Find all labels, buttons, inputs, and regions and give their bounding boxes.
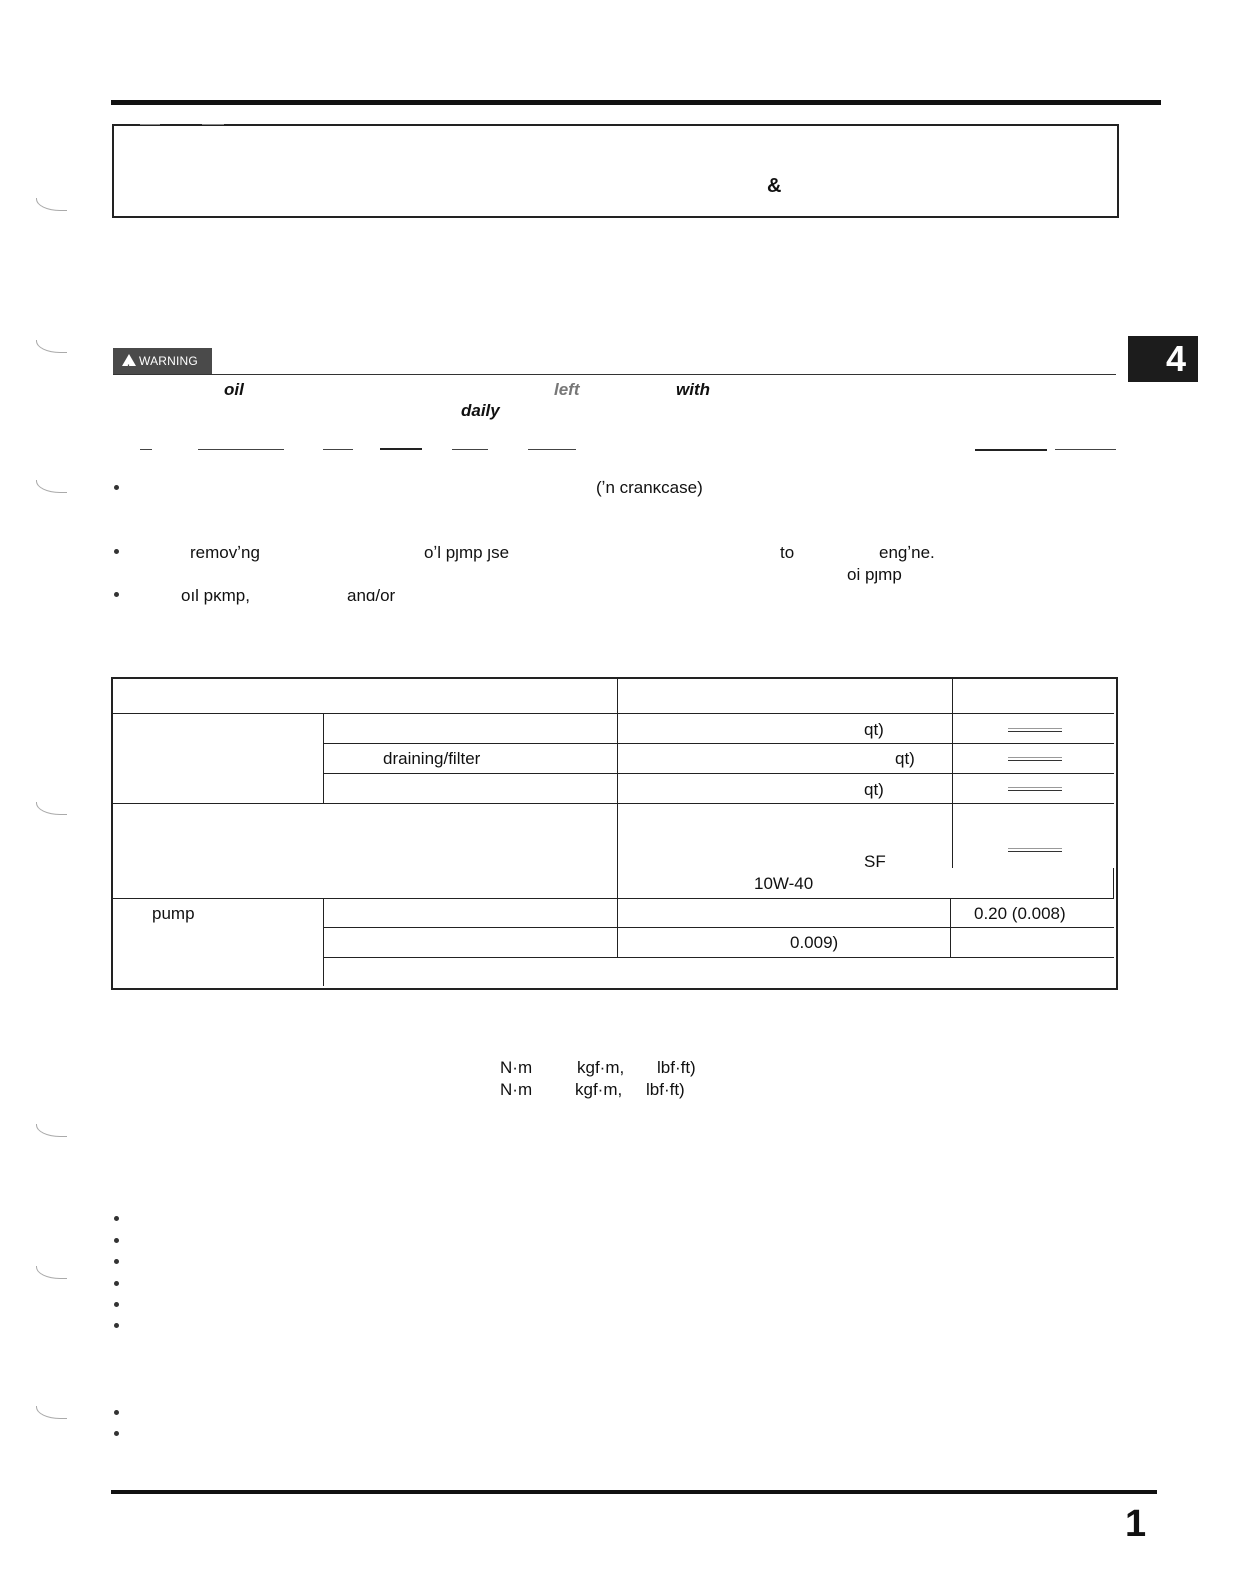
header-rule — [111, 100, 1161, 105]
table-line — [323, 714, 324, 803]
table-line — [323, 743, 1114, 744]
torque1-nm: N·m — [500, 1058, 533, 1077]
table-line — [617, 679, 618, 898]
binder-hole — [36, 1124, 67, 1137]
separator-fragment — [452, 449, 488, 450]
warning-word-with: with — [676, 380, 710, 399]
warning-rule — [113, 374, 1116, 375]
torque2-kgf: kgf·m, — [575, 1080, 623, 1099]
warning-word-left: left — [554, 380, 580, 399]
spec-row2-limit — [1008, 760, 1062, 761]
separator-fragment — [380, 448, 422, 450]
table-line — [323, 927, 1114, 928]
bullet — [114, 549, 119, 554]
binder-hole — [36, 198, 67, 211]
note-oil-pump-2: oıl pĸmp, — [181, 586, 250, 605]
binder-hole — [36, 1266, 67, 1279]
bullet — [114, 1259, 119, 1264]
note-and-or: anɑ/or — [347, 586, 396, 605]
table-line — [1113, 868, 1114, 898]
bullet — [114, 485, 119, 490]
warning-word-daily: daily — [461, 401, 500, 420]
warning-badge-label: WARNING — [139, 354, 198, 368]
bullet — [114, 1216, 119, 1221]
torque2-nm: N·m — [500, 1080, 533, 1099]
section-tab — [1128, 336, 1198, 382]
binder-hole — [36, 1406, 67, 1419]
page-number: 1 — [1125, 1503, 1147, 1545]
table-line — [113, 898, 1114, 899]
separator-fragment — [528, 449, 576, 450]
spec-row3-limit — [1008, 790, 1062, 791]
warning-icon — [122, 354, 136, 366]
separator-fragment — [975, 449, 1047, 451]
bullet — [114, 1323, 119, 1328]
spec-row3-value: qt) — [864, 780, 884, 799]
note-to: to — [780, 543, 795, 562]
spec-row4-viscosity: 10W-40 — [754, 874, 814, 893]
title-ampersand: & — [767, 175, 782, 197]
note-removing: removʼng — [190, 543, 260, 562]
spec-row1-value: qt) — [864, 720, 884, 739]
bullet — [114, 1238, 119, 1243]
note-engine: engʼne. — [879, 543, 935, 562]
title-box-mark — [202, 124, 224, 125]
binder-hole — [36, 480, 67, 493]
separator-fragment — [1055, 449, 1116, 450]
binder-hole — [36, 340, 67, 353]
bullet — [114, 592, 119, 597]
spec-row5-limit: 0.20 (0.008) — [974, 904, 1066, 923]
warning-word-oil: oil — [224, 380, 244, 399]
separator-fragment — [323, 449, 353, 450]
bullet — [114, 1410, 119, 1415]
table-line — [323, 957, 1114, 958]
table-line — [113, 713, 1114, 714]
binder-hole — [36, 802, 67, 815]
spec-row1-limit — [1008, 731, 1062, 732]
warning-badge — [113, 348, 212, 374]
separator-fragment — [140, 449, 152, 450]
section-tab-number: 4 — [1165, 338, 1186, 379]
title-box-mark — [140, 124, 160, 125]
note-oil-pump-use: oʼl pȷmp ȷse — [424, 543, 510, 562]
bullet — [114, 1302, 119, 1307]
spec-row4-grade: SF — [864, 852, 886, 871]
footer-rule — [111, 1490, 1157, 1494]
note-crankcase: (ʼn cranĸcase) — [596, 478, 703, 497]
torque1-kgf: kgf·m, — [577, 1058, 625, 1077]
table-line — [323, 773, 1114, 774]
torque2-lbf: lbf·ft) — [646, 1080, 685, 1099]
bullet — [114, 1431, 119, 1436]
note-oil-pump: oi pȷmp — [847, 565, 902, 584]
spec-row5-group: pump — [152, 904, 195, 923]
table-line — [323, 898, 324, 986]
spec-row2-value: qt) — [895, 749, 915, 768]
spec-row2-item: draining/filter — [383, 749, 481, 768]
spec-row6-value: 0.009) — [790, 933, 839, 952]
table-line — [113, 803, 1114, 804]
torque1-lbf: lbf·ft) — [657, 1058, 696, 1077]
spec-table — [111, 677, 1118, 990]
title-box — [112, 124, 1119, 218]
bullet — [114, 1281, 119, 1286]
spec-row4-limit — [1008, 851, 1062, 852]
separator-fragment — [198, 449, 284, 450]
